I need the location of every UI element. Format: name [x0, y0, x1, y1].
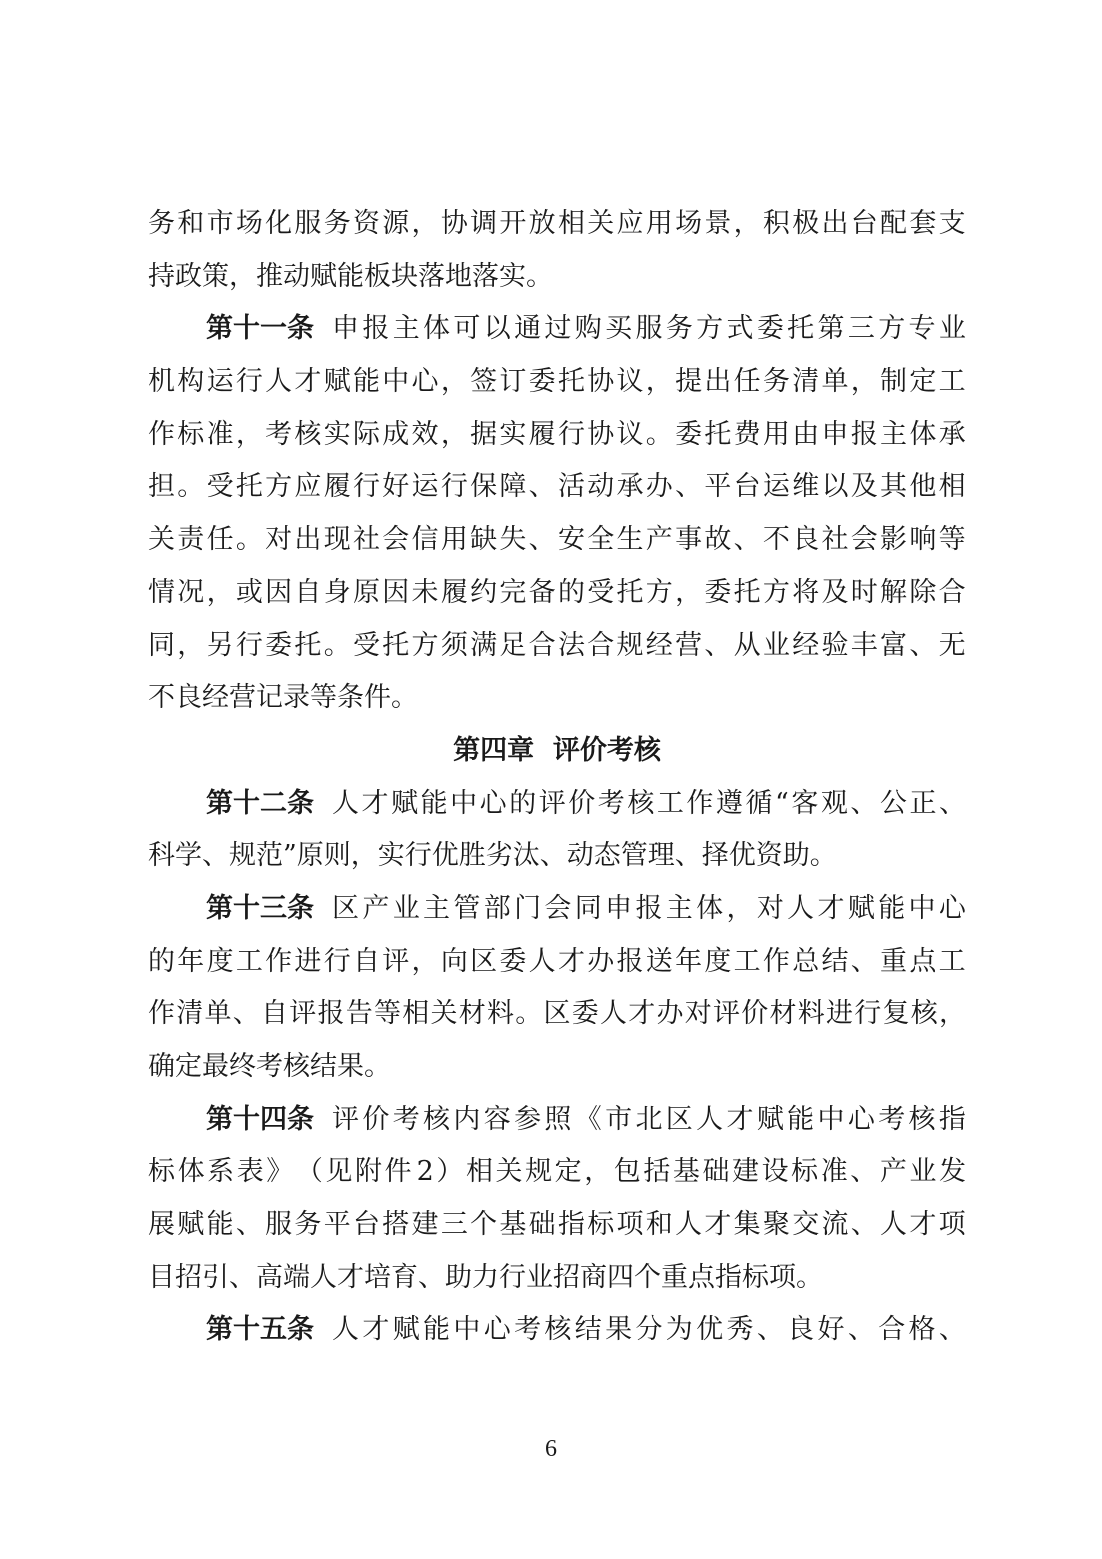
article-label: 第十二条 [206, 787, 314, 819]
paragraph-line: 持政策，推动赋能板块落地落实。 [148, 260, 553, 292]
article-label: 第十四条 [206, 1103, 314, 1135]
article-text: 评 价 考 核 内 容 参 照 《 市 北 区 人 才 赋 能 中 心 考 核 指 [332, 1103, 966, 1135]
paragraph-line: 情 况 ， 或 因 自 身 原 因 未 履 约 完 备 的 受 托 方 ， 委 托 方 将 及 时 解 除 合 [148, 576, 966, 608]
paragraph-line: 标 体 系 表 》 （ 见 附 件 2 ） 相 关 规 定 ， 包 括 基 础 建 设 标 准 、 产 业 发 [148, 1156, 966, 1188]
article-label: 第十三条 [206, 892, 314, 924]
chapter-title: 第四章 评价考核 [453, 734, 661, 766]
article-13-first-line [148, 883, 966, 936]
paragraph-line: 科学、规范”原则，实行优胜劣汰、动态管理、择优资助。 [148, 840, 837, 872]
article-14-first-line [148, 1094, 966, 1147]
article-text: 人 才 赋 能 中 心 的 评 价 考 核 工 作 遵 循 “ 客 观 、 公 正 、 [332, 787, 966, 819]
article-text: 申 报 主 体 可 以 通 过 购 买 服 务 方 式 委 托 第 三 方 专 业 [332, 313, 966, 345]
paragraph-line: 担 。 受 托 方 应 履 行 好 运 行 保 障 、 活 动 承 办 、 平 台 运 维 以 及 其 他 相 [148, 471, 966, 503]
paragraph-line: 关 责 任 。 对 出 现 社 会 信 用 缺 失 、 安 全 生 产 事 故 、 不 良 社 会 影 响 等 [148, 524, 966, 556]
paragraph-line: 机 构 运 行 人 才 赋 能 中 心 ， 签 订 委 托 协 议 ， 提 出 任 务 清 单 ， 制 定 工 [148, 366, 966, 398]
paragraph-line: 作 标 准 ， 考 核 实 际 成 效 ， 据 实 履 行 协 议 。 委 托 费 用 由 申 报 主 体 承 [148, 418, 966, 450]
paragraph-line: 确定最终考核结果。 [148, 1051, 391, 1082]
paragraph-line: 目招引、高端人才培育、助力行业招商四个重点指标项。 [148, 1261, 823, 1293]
paragraph-line: 同 ， 另 行 委 托 。 受 托 方 须 满 足 合 法 合 规 经 营 、 从 业 经 验 丰 富 、 无 [148, 629, 966, 661]
paragraph-line: 的 年 度 工 作 进 行 自 评 ， 向 区 委 人 才 办 报 送 年 度 工 作 总 结 、 重 点 工 [148, 945, 966, 977]
paragraph-line: 作 清 单 、 自 评 报 告 等 相 关 材 料 。 区 委 人 才 办 对 评 价 材 料 进 行 复 核 ， [148, 998, 966, 1030]
article-label: 第十一条 [206, 313, 314, 345]
page-number: 6 [545, 1436, 557, 1462]
document-body [148, 198, 966, 1357]
article-11-first-line [148, 303, 966, 356]
paragraph-line: 务 和 市 场 化 服 务 资 源 ， 协 调 开 放 相 关 应 用 场 景 ， 积 极 出 台 配 套 支 [148, 208, 966, 239]
article-12-first-line [148, 778, 966, 831]
paragraph-line: 不良经营记录等条件。 [148, 682, 418, 714]
paragraph-line: 展 赋 能 、 服 务 平 台 搭 建 三 个 基 础 指 标 项 和 人 才 集 聚 交 流 、 人 才 项 [148, 1209, 966, 1241]
article-15-first-line [148, 1304, 966, 1357]
article-label: 第十五条 [206, 1314, 314, 1346]
article-text: 人 才 赋 能 中 心 考 核 结 果 分 为 优 秀 、 良 好 、 合 格 、 [332, 1314, 966, 1346]
article-text: 区 产 业 主 管 部 门 会 同 申 报 主 体 ， 对 人 才 赋 能 中 心 [332, 892, 966, 924]
